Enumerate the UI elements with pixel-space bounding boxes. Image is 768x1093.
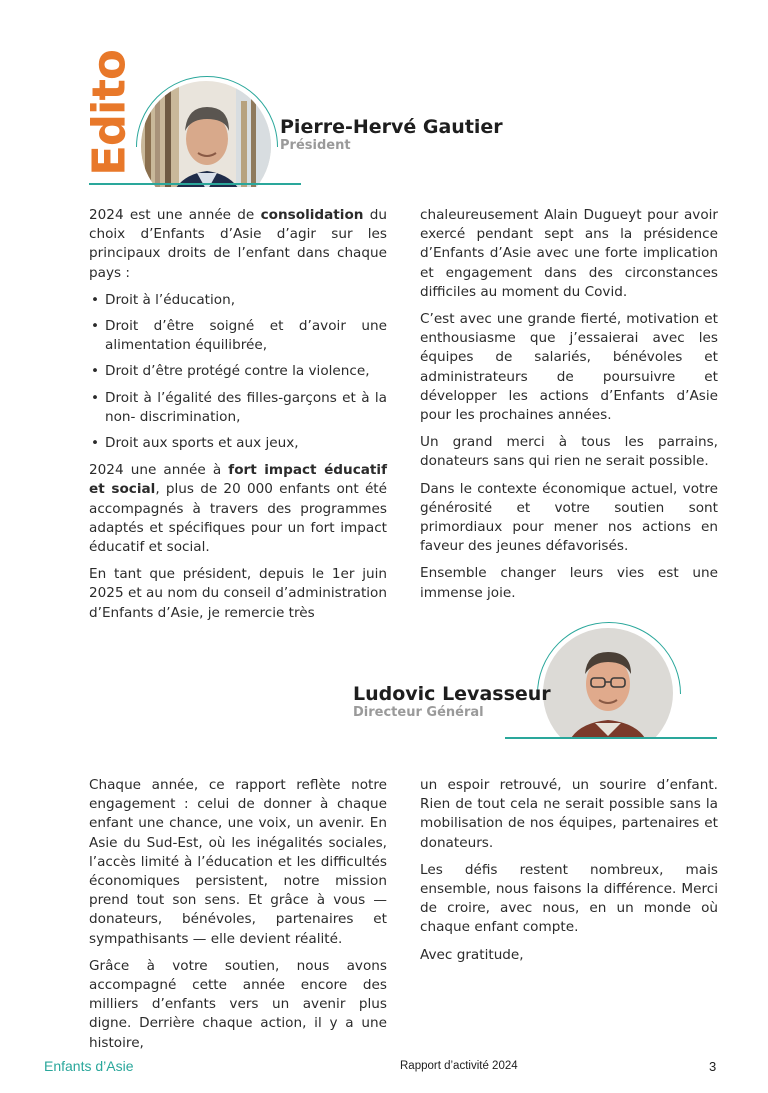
page-number: 3 [709, 1059, 717, 1074]
edito-paragraph: C’est avec une grande fierté, motivation et enthousiasme que j’essaierai avec les équipes de salariés, bénévoles et administrateurs de poursuivre et développer les actions d’Enfants d’Asie pour les prochaines années. [420, 311, 718, 424]
president-name: Pierre-Hervé Gautier [280, 116, 503, 138]
director-rule [505, 737, 717, 739]
list-item: • Droit aux sports et aux jeux, [103, 434, 387, 453]
director-name: Ludovic Levasseur [353, 683, 551, 705]
list-item: • Droit à l’égalité des filles-garçons et à la non- discrimination, [103, 389, 387, 427]
list-item: • Droit d’être protégé contre la violence, [103, 362, 387, 381]
director-column-left [89, 776, 387, 1061]
president-role: Président [280, 138, 351, 153]
rights-list [89, 291, 387, 453]
edito-paragraph: chaleureusement Alain Dugueyt pour avoir exercé pendant sept ans la présidence d’Enfants d’Asie avec une forte implication et engagement dans des circonstances difficiles au moment du Covid. [420, 207, 718, 300]
president-rule [89, 183, 301, 185]
director-column-right [420, 776, 718, 973]
edito-column-right [420, 206, 718, 611]
edito-paragraph: Un grand merci à tous les parrains, donateurs sans qui rien ne serait possible. [420, 434, 718, 470]
director-paragraph: Les défis restent nombreux, mais ensemble, nous faisons la différence. Merci de croire, avec nous, en un monde où chaque enfant compte. [420, 861, 718, 936]
director-paragraph: Avec gratitude, [420, 946, 524, 963]
director-paragraph: Chaque année, ce rapport reflète notre engagement : celui de donner à chaque enfant une chance, une voix, un avenir. En Asie du Sud-Est, où les inégalités sociales, l’accès limité à l’éducation et les difficultés économiques persistent, notre mission prend tout son sens. Et grâce à vous — donateurs, bénévoles, partenaires et sympathisants — elle devient réalité. [89, 777, 387, 947]
footer-title: Rapport d’activité 2024 [400, 1060, 518, 1072]
director-paragraph: un espoir retrouvé, un sourire d’enfant. Rien de tout cela ne serait possible sans la mobilisation de nos équipes, partenaires et donateurs. [420, 777, 718, 851]
director-paragraph: Grâce à votre soutien, nous avons accompagné cette année encore des milliers d’enfants vers un avenir plus digne. Derrière chaque action, il y a une histoire, [89, 957, 387, 1051]
edito-paragraph: 2024 est une année de consolidation du choix d’Enfants d’Asie d’agir sur les principaux droits de l’enfant dans chaque pays : [89, 207, 387, 281]
president-photo [141, 81, 271, 211]
edito-heading: Edito [82, 49, 136, 176]
portrait-photo-icon [141, 81, 271, 211]
list-item: • Droit d’être soigné et d’avoir une alimentation équilibrée, [103, 317, 387, 355]
edito-paragraph: Ensemble changer leurs vies est une immense joie. [420, 565, 718, 601]
list-item: • Droit à l’éducation, [103, 291, 387, 310]
edito-paragraph: En tant que président, depuis le 1er juin 2025 et au nom du conseil d’administration d’Enfants d’Asie, je remercie très [89, 566, 387, 621]
edito-column-left [89, 206, 387, 631]
edito-paragraph: 2024 une année à fort impact éducatif et social, plus de 20 000 enfants ont été accompagnés à travers des programmes adaptés et spécifiques pour un fort impact éducatif et social. [89, 462, 388, 556]
edito-paragraph: Dans le contexte économique actuel, votre générosité et votre soutien sont primordiaux pour mener nos actions en faveur des jeunes défavorisés. [420, 480, 718, 555]
director-role: Directeur Général [353, 705, 484, 720]
footer-brand: Enfants d’Asie [44, 1058, 134, 1074]
